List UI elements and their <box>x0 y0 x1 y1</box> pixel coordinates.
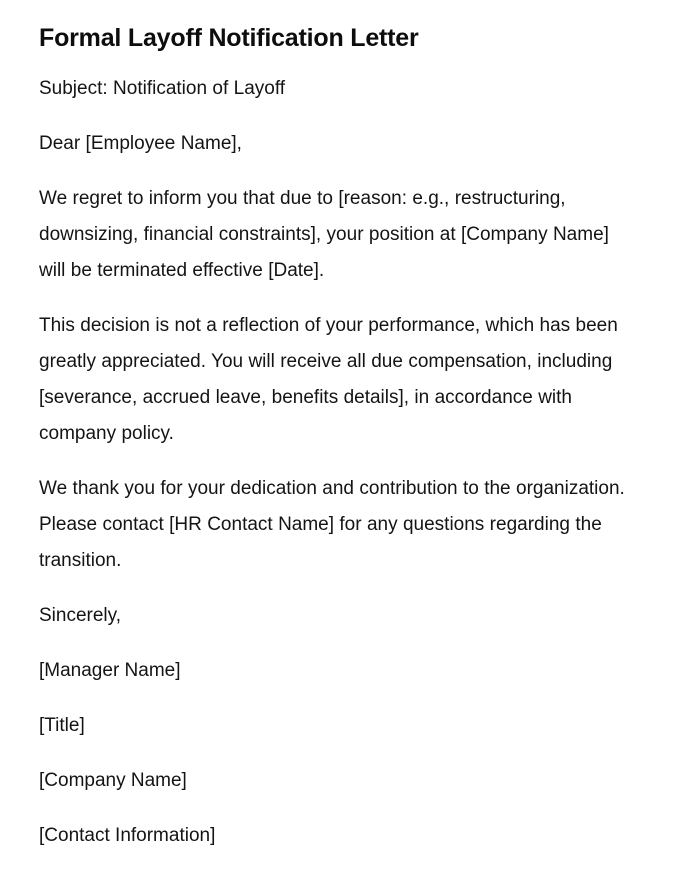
subject-line: Subject: Notification of Layoff <box>39 78 286 99</box>
salutation: Dear [Employee Name], <box>39 133 242 154</box>
signature-contact-information: [Contact Information] <box>39 825 216 846</box>
signature-manager-name: [Manager Name] <box>39 660 181 681</box>
body-paragraph-1: We regret to inform you that due to [reason: e.g., restructuring, downsizing, financial constraints], your position at [Company Name] will be terminated effective [Date]. <box>39 188 609 281</box>
signature-title: [Title] <box>39 715 85 736</box>
page-title: Formal Layoff Notification Letter <box>39 24 419 52</box>
signature-company-name: [Company Name] <box>39 770 187 791</box>
body-paragraph-3: We thank you for your dedication and contribution to the organization. Please contact [HR Contact Name] for any questions regarding the transition. <box>39 478 625 571</box>
closing-salutation: Sincerely, <box>39 605 122 626</box>
body-paragraph-2: This decision is not a reflection of your performance, which has been greatly appreciated. You will receive all due compensation, including [severance, accrued leave, benefits details], in accordance with company policy. <box>39 315 618 444</box>
letter-body <box>39 71 640 854</box>
